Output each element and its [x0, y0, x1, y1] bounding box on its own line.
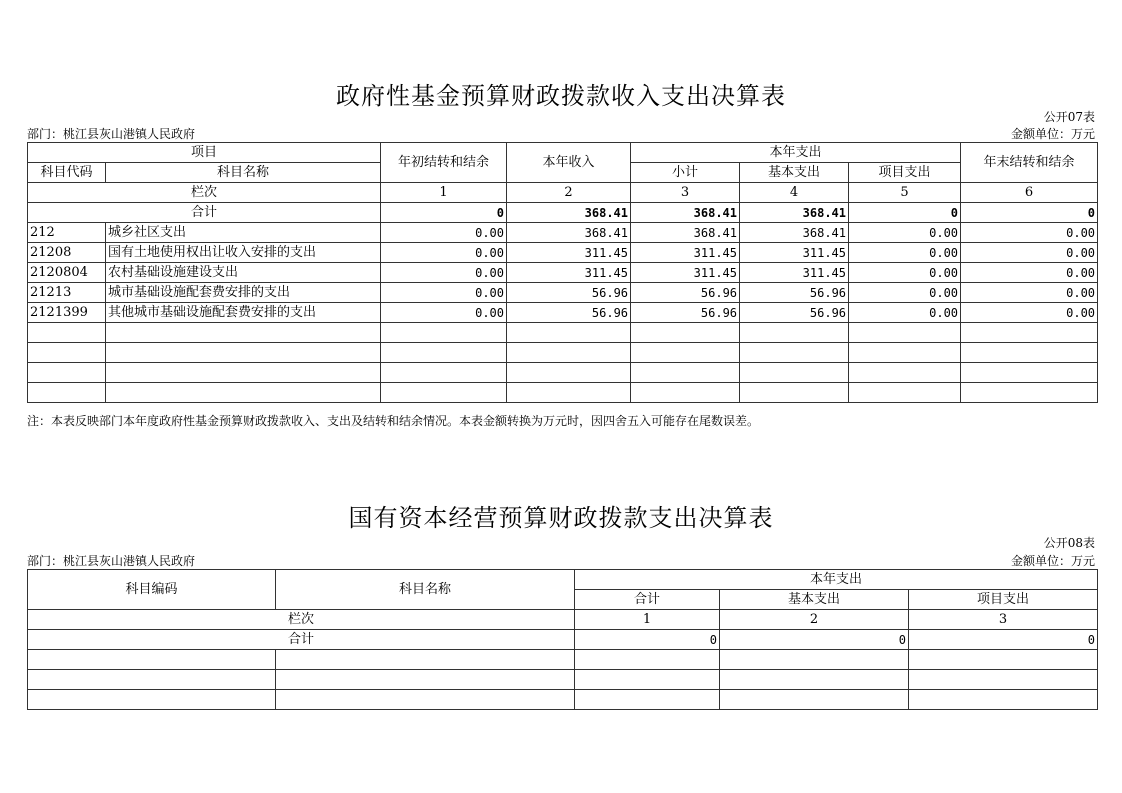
total-value: 0 [575, 630, 720, 650]
row-name: 其他城市基础设施配套费安排的支出 [106, 303, 381, 323]
header-income: 本年收入 [507, 143, 631, 183]
row-value: 0.00 [381, 283, 507, 303]
column-number: 5 [849, 183, 961, 203]
table1-title: 政府性基金预算财政拨款收入支出决算表 [336, 82, 786, 110]
empty-row [28, 650, 1098, 670]
row-name: 国有土地使用权出让收入安排的支出 [106, 243, 381, 263]
table1-note: 注：本表反映部门本年度政府性基金预算财政拨款收入、支出及结转和结余情况。本表金额转换为万元时，因四舍五入可能存在尾数误差。 [27, 414, 760, 428]
row-value: 56.96 [631, 303, 740, 323]
row-value: 0.00 [381, 303, 507, 323]
row-value: 0.00 [849, 263, 961, 283]
column-number: 3 [631, 183, 740, 203]
header-subtotal: 小计 [631, 163, 740, 183]
table-row [28, 223, 1098, 243]
table-row [28, 283, 1098, 303]
empty-row [28, 323, 1098, 343]
column-number: 3 [909, 610, 1098, 630]
table1-column-number-row [28, 183, 1098, 203]
row-code: 21208 [28, 243, 106, 263]
total-value: 368.41 [507, 203, 631, 223]
row-value: 368.41 [740, 223, 849, 243]
row-value: 311.45 [740, 263, 849, 283]
total-value: 0 [849, 203, 961, 223]
header-total: 合计 [575, 590, 720, 610]
row-value: 56.96 [507, 283, 631, 303]
table1-code: 公开07表 [1043, 110, 1095, 124]
header-subject-name: 科目名称 [106, 163, 381, 183]
row-value: 0.00 [381, 223, 507, 243]
table2-dept: 部门：桃江县灰山港镇人民政府 [27, 554, 196, 568]
row-value: 56.96 [507, 303, 631, 323]
table2-total-row [28, 630, 1098, 650]
row-code: 2120804 [28, 263, 106, 283]
row-value: 0.00 [961, 283, 1098, 303]
header-expense: 本年支出 [631, 143, 961, 163]
empty-row [28, 383, 1098, 403]
column-number: 6 [961, 183, 1098, 203]
column-number: 2 [507, 183, 631, 203]
header-subject-name: 科目名称 [276, 570, 575, 610]
table2-column-number-row [28, 610, 1098, 630]
table1-header-row1 [28, 143, 1098, 163]
row-value: 0.00 [961, 243, 1098, 263]
row-code: 21213 [28, 283, 106, 303]
row-name: 城乡社区支出 [106, 223, 381, 243]
row-value: 56.96 [740, 283, 849, 303]
row-name: 农村基础设施建设支出 [106, 263, 381, 283]
column-number-label: 栏次 [28, 183, 381, 203]
table2-code: 公开08表 [1043, 536, 1095, 550]
row-value: 311.45 [507, 263, 631, 283]
row-value: 0.00 [961, 223, 1098, 243]
column-number: 2 [720, 610, 909, 630]
header-project-exp: 项目支出 [849, 163, 961, 183]
table2-header-row1 [28, 570, 1098, 590]
table2-title: 国有资本经营预算财政拨款支出决算表 [348, 504, 774, 532]
empty-row [28, 343, 1098, 363]
table1-dept: 部门：桃江县灰山港镇人民政府 [27, 127, 196, 141]
row-value: 0.00 [849, 243, 961, 263]
header-expense: 本年支出 [575, 570, 1098, 590]
header-project-exp: 项目支出 [909, 590, 1098, 610]
row-value: 0.00 [381, 263, 507, 283]
row-value: 0.00 [849, 223, 961, 243]
row-value: 311.45 [507, 243, 631, 263]
row-value: 0.00 [961, 263, 1098, 283]
row-value: 0.00 [381, 243, 507, 263]
row-name: 城市基础设施配套费安排的支出 [106, 283, 381, 303]
empty-row [28, 690, 1098, 710]
header-project: 项目 [28, 143, 381, 163]
header-basic: 基本支出 [740, 163, 849, 183]
header-begin-balance: 年初结转和结余 [381, 143, 507, 183]
header-subject-code: 科目代码 [28, 163, 106, 183]
empty-row [28, 363, 1098, 383]
table2 [27, 569, 1098, 710]
table1-unit: 金额单位：万元 [1010, 127, 1095, 141]
empty-row [28, 670, 1098, 690]
row-code: 2121399 [28, 303, 106, 323]
table2-unit: 金额单位：万元 [1010, 554, 1095, 568]
row-value: 311.45 [740, 243, 849, 263]
column-number: 1 [381, 183, 507, 203]
table-row [28, 303, 1098, 323]
column-number-label: 栏次 [28, 610, 575, 630]
column-number: 1 [575, 610, 720, 630]
table-row [28, 263, 1098, 283]
total-value: 0 [381, 203, 507, 223]
row-value: 368.41 [507, 223, 631, 243]
total-label: 合计 [28, 203, 381, 223]
header-end-balance: 年末结转和结余 [961, 143, 1098, 183]
table1 [27, 142, 1098, 403]
row-value: 56.96 [631, 283, 740, 303]
row-value: 368.41 [631, 223, 740, 243]
column-number: 4 [740, 183, 849, 203]
header-subject-code: 科目编码 [28, 570, 276, 610]
header-basic: 基本支出 [720, 590, 909, 610]
row-value: 0.00 [849, 303, 961, 323]
row-value: 0.00 [849, 283, 961, 303]
table1-total-row [28, 203, 1098, 223]
row-value: 56.96 [740, 303, 849, 323]
row-value: 311.45 [631, 263, 740, 283]
table-row [28, 243, 1098, 263]
row-value: 311.45 [631, 243, 740, 263]
row-code: 212 [28, 223, 106, 243]
row-value: 0.00 [961, 303, 1098, 323]
total-label: 合计 [28, 630, 575, 650]
total-value: 368.41 [740, 203, 849, 223]
total-value: 0 [909, 630, 1098, 650]
total-value: 0 [720, 630, 909, 650]
total-value: 0 [961, 203, 1098, 223]
total-value: 368.41 [631, 203, 740, 223]
